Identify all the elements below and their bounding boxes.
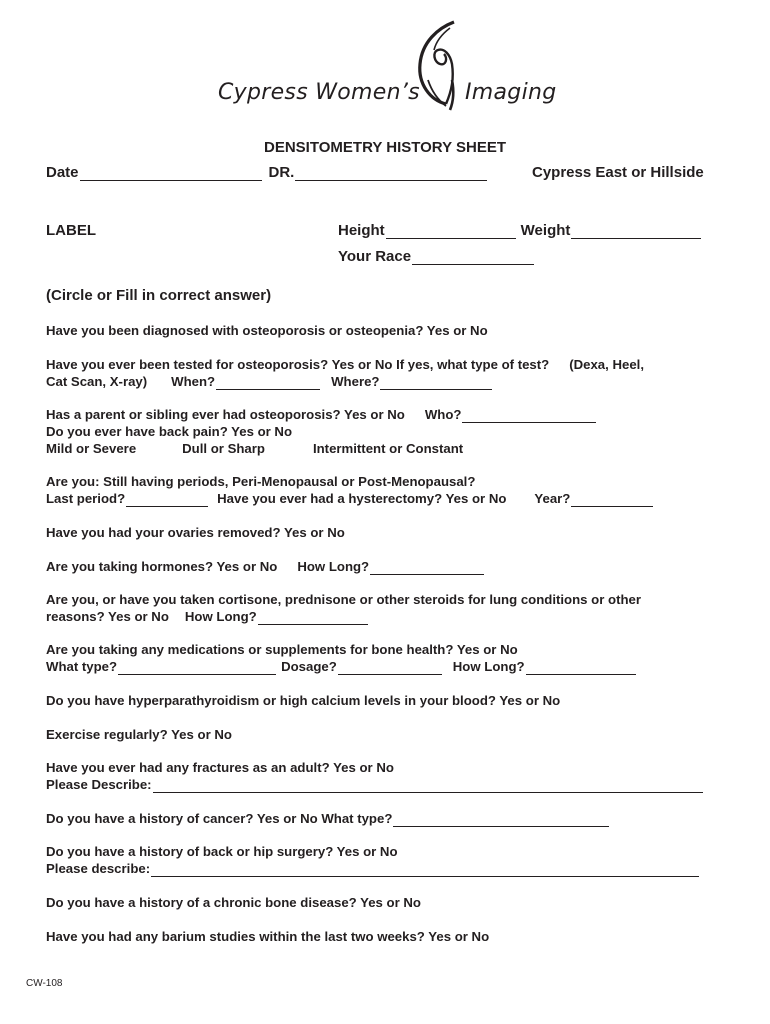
pain-severity-options: Mild or Severe xyxy=(46,441,137,456)
location-text: Cypress East or Hillside xyxy=(532,164,704,181)
medication-type-field[interactable] xyxy=(118,661,276,675)
dosage-label: Dosage? xyxy=(281,659,337,674)
who-label: Who? xyxy=(424,407,462,422)
cancer-type-field[interactable] xyxy=(393,813,609,827)
date-label: Date xyxy=(46,164,79,181)
how-long-label: How Long? xyxy=(297,559,370,574)
fractures-describe-label: Please Describe: xyxy=(46,777,152,792)
height-weight-row xyxy=(338,222,702,239)
question-last-period-row xyxy=(46,490,654,507)
surgery-describe-row xyxy=(46,860,700,877)
question-hyperparathyroidism: Do you have hyperparathyroidism or high calcium levels in your blood? Yes or No xyxy=(46,693,561,708)
question-medication-details xyxy=(46,658,637,675)
label-text: LABEL xyxy=(46,222,96,239)
question-osteoporosis-diagnosis: Have you been diagnosed with osteoporosis or osteopenia? Yes or No xyxy=(46,323,488,338)
fractures-describe-field[interactable] xyxy=(153,779,703,793)
race-field[interactable] xyxy=(412,249,534,265)
last-period-label: Last period? xyxy=(46,491,126,506)
test-when-field[interactable] xyxy=(216,376,320,390)
question-family-osteoporosis xyxy=(46,406,597,423)
year-label: Year? xyxy=(534,491,571,506)
weight-field[interactable] xyxy=(571,223,701,239)
what-type-label: What type? xyxy=(46,659,118,674)
when-label: When? xyxy=(171,374,216,389)
question-bone-medications: Are you taking any medications or supplements for bone health? Yes or No xyxy=(46,642,518,657)
pain-type-options: Dull or Sharp xyxy=(182,441,265,456)
date-field[interactable] xyxy=(80,165,262,181)
question-exercise: Exercise regularly? Yes or No xyxy=(46,727,232,742)
question-cancer xyxy=(46,810,610,827)
last-period-field[interactable] xyxy=(126,493,208,507)
page-title: DENSITOMETRY HISTORY SHEET xyxy=(264,139,506,156)
instruction-text: (Circle or Fill in correct answer) xyxy=(46,287,272,304)
test-type-options: (Dexa, Heel, xyxy=(569,357,644,372)
hormones-how-long-field[interactable] xyxy=(370,561,484,575)
test-type-options-cont: Cat Scan, X-ray) xyxy=(46,374,148,389)
question-barium-studies: Have you had any barium studies within the last two weeks? Yes or No xyxy=(46,929,490,944)
question-tested-when-where xyxy=(46,373,493,390)
surgery-describe-label: Please describe: xyxy=(46,861,151,876)
dr-label: DR. xyxy=(268,164,295,181)
question-menopause-status: Are you: Still having periods, Peri-Menopausal or Post-Menopausal? xyxy=(46,474,476,489)
pain-frequency-options: Intermittent or Constant xyxy=(312,441,464,456)
steroids-how-long-field[interactable] xyxy=(258,611,368,625)
where-label: Where? xyxy=(331,374,380,389)
question-back-pain: Do you ever have back pain? Yes or No xyxy=(46,424,293,439)
family-osteoporosis-text: Has a parent or sibling ever had osteoporosis? Yes or No xyxy=(46,407,405,422)
medication-how-long-label: How Long? xyxy=(452,659,525,674)
fractures-describe-row xyxy=(46,776,704,793)
height-field[interactable] xyxy=(386,223,516,239)
logo-swirl-icon xyxy=(408,20,468,112)
question-fractures: Have you ever had any fractures as an adult? Yes or No xyxy=(46,760,394,775)
date-field-row xyxy=(46,164,488,181)
question-back-hip-surgery: Do you have a history of back or hip surgery? Yes or No xyxy=(46,844,398,859)
surgery-describe-field[interactable] xyxy=(151,863,699,877)
question-steroids: Are you, or have you taken cortisone, prednisone or other steroids for lung conditions or other xyxy=(46,592,641,607)
weight-label: Weight xyxy=(520,222,571,239)
race-label: Your Race xyxy=(338,248,412,265)
test-where-field[interactable] xyxy=(380,376,492,390)
hysterectomy-question: Have you ever had a hysterectomy? Yes or No xyxy=(217,491,507,506)
question-chronic-bone-disease: Do you have a history of a chronic bone disease? Yes or No xyxy=(46,895,421,910)
cancer-text: Do you have a history of cancer? Yes or No What type? xyxy=(46,811,393,826)
question-ovaries-removed: Have you had your ovaries removed? Yes or No xyxy=(46,525,345,540)
logo-text-right: Imaging xyxy=(465,80,557,105)
steroids-yes-no: reasons? Yes or No xyxy=(46,609,169,624)
hysterectomy-year-field[interactable] xyxy=(571,493,653,507)
question-tested-text: Have you ever been tested for osteoporosis? Yes or No If yes, what type of test? xyxy=(46,357,550,372)
hormones-text: Are you taking hormones? Yes or No xyxy=(46,559,278,574)
medication-dosage-field[interactable] xyxy=(338,661,442,675)
steroids-how-long-label: How Long? xyxy=(184,609,257,624)
back-pain-options xyxy=(46,440,463,457)
question-tested-osteoporosis xyxy=(46,356,644,373)
question-hormones xyxy=(46,558,485,575)
question-steroids-cont xyxy=(46,608,369,625)
logo-text-left: Cypress Women’s xyxy=(218,80,420,105)
form-code: CW-108 xyxy=(26,978,63,989)
height-label: Height xyxy=(338,222,385,239)
race-row xyxy=(338,248,535,265)
dr-field[interactable] xyxy=(295,165,487,181)
family-who-field[interactable] xyxy=(462,409,596,423)
medication-how-long-field[interactable] xyxy=(526,661,636,675)
